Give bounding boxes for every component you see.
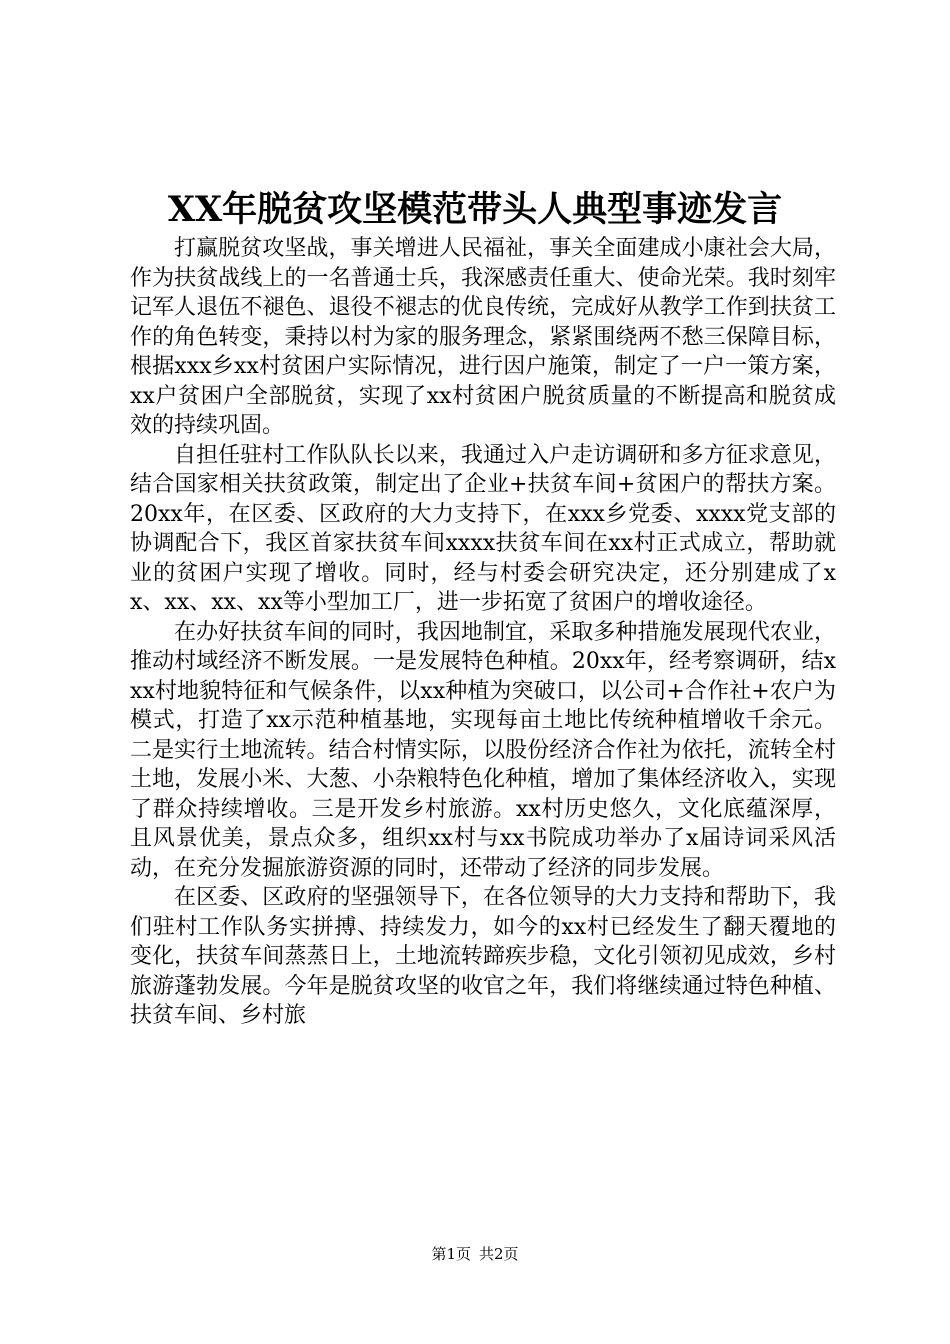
paragraph-4: 在区委、区政府的坚强领导下，在各位领导的大力支持和帮助下，我们驻村工作队务实拼搏、持续发力，如今的xx村已经发生了翻天覆地的变化，扶贫车间蒸蒸日上，土地流转蹄疾步稳，文化引领初见成效，乡村旅游蓬勃发展。今年是脱贫攻坚的收官之年，我们将继续通过特色种植、扶贫车间、乡村旅 [130,885,836,1028]
page-footer [0,1244,950,1264]
paragraph-2: 自担任驻村工作队队长以来，我通过入户走访调研和多方征求意见，结合国家相关扶贫政策，制定出了企业+扶贫车间+贫困户的帮扶方案。20xx年，在区委、区政府的大力支持下，在xxx乡党委、xxxx党支部的协调配合下，我区首家扶贫车间xxxx扶贫车间在xx村正式成立，帮助就业的贫困户实现了增收。同时，经与村委会研究决定，还分别建成了xx、xx、xx、xx等小型加工厂，进一步拓宽了贫困户的增收途径。 [130,442,836,615]
page-number-total: 共2页 [479,1245,519,1263]
paragraph-1: 打赢脱贫攻坚战，事关增进人民福祉，事关全面建成小康社会大局，作为扶贫战线上的一名普通士兵，我深感责任重大、使命光荣。我时刻牢记军人退伍不褪色、退役不褪志的优良传统，完成好从教学工作到扶贫工作的角色转变，秉持以村为家的服务理念，紧紧围绕两不愁三保障目标，根据xxx乡xx村贫困户实际情况，进行因户施策，制定了一户一策方案，xx户贫困户全部脱贫，实现了xx村贫困户脱贫质量的不断提高和脱贫成效的持续巩固。 [130,236,836,438]
page-number-current: 第1页 [431,1245,471,1263]
document-title: XX年脱贫攻坚模范带头人典型事迹发言 [167,189,783,230]
paragraph-3: 在办好扶贫车间的同时，我因地制宜，采取多种措施发展现代农业，推动村域经济不断发展。一是发展特色种植。20xx年，经考察调研，结xxx村地貌特征和气候条件，以xx种植为突破口，以公司+合作社+农户为模式，打造了xx示范种植基地，实现每亩土地比传统种植增收千余元。二是实行土地流转。结合村情实际，以股份经济合作社为依托，流转全村土地，发展小米、大葱、小杂粮特色化种植，增加了集体经济收入，实现了群众持续增收。三是开发乡村旅游。xx村历史悠久，文化底蕴深厚，且风景优美，景点众多，组织xx村与xx书院成功举办了x届诗词采风活动，在充分发掘旅游资源的同时，还带动了经济的同步发展。 [130,619,836,881]
document-body [130,234,836,1031]
